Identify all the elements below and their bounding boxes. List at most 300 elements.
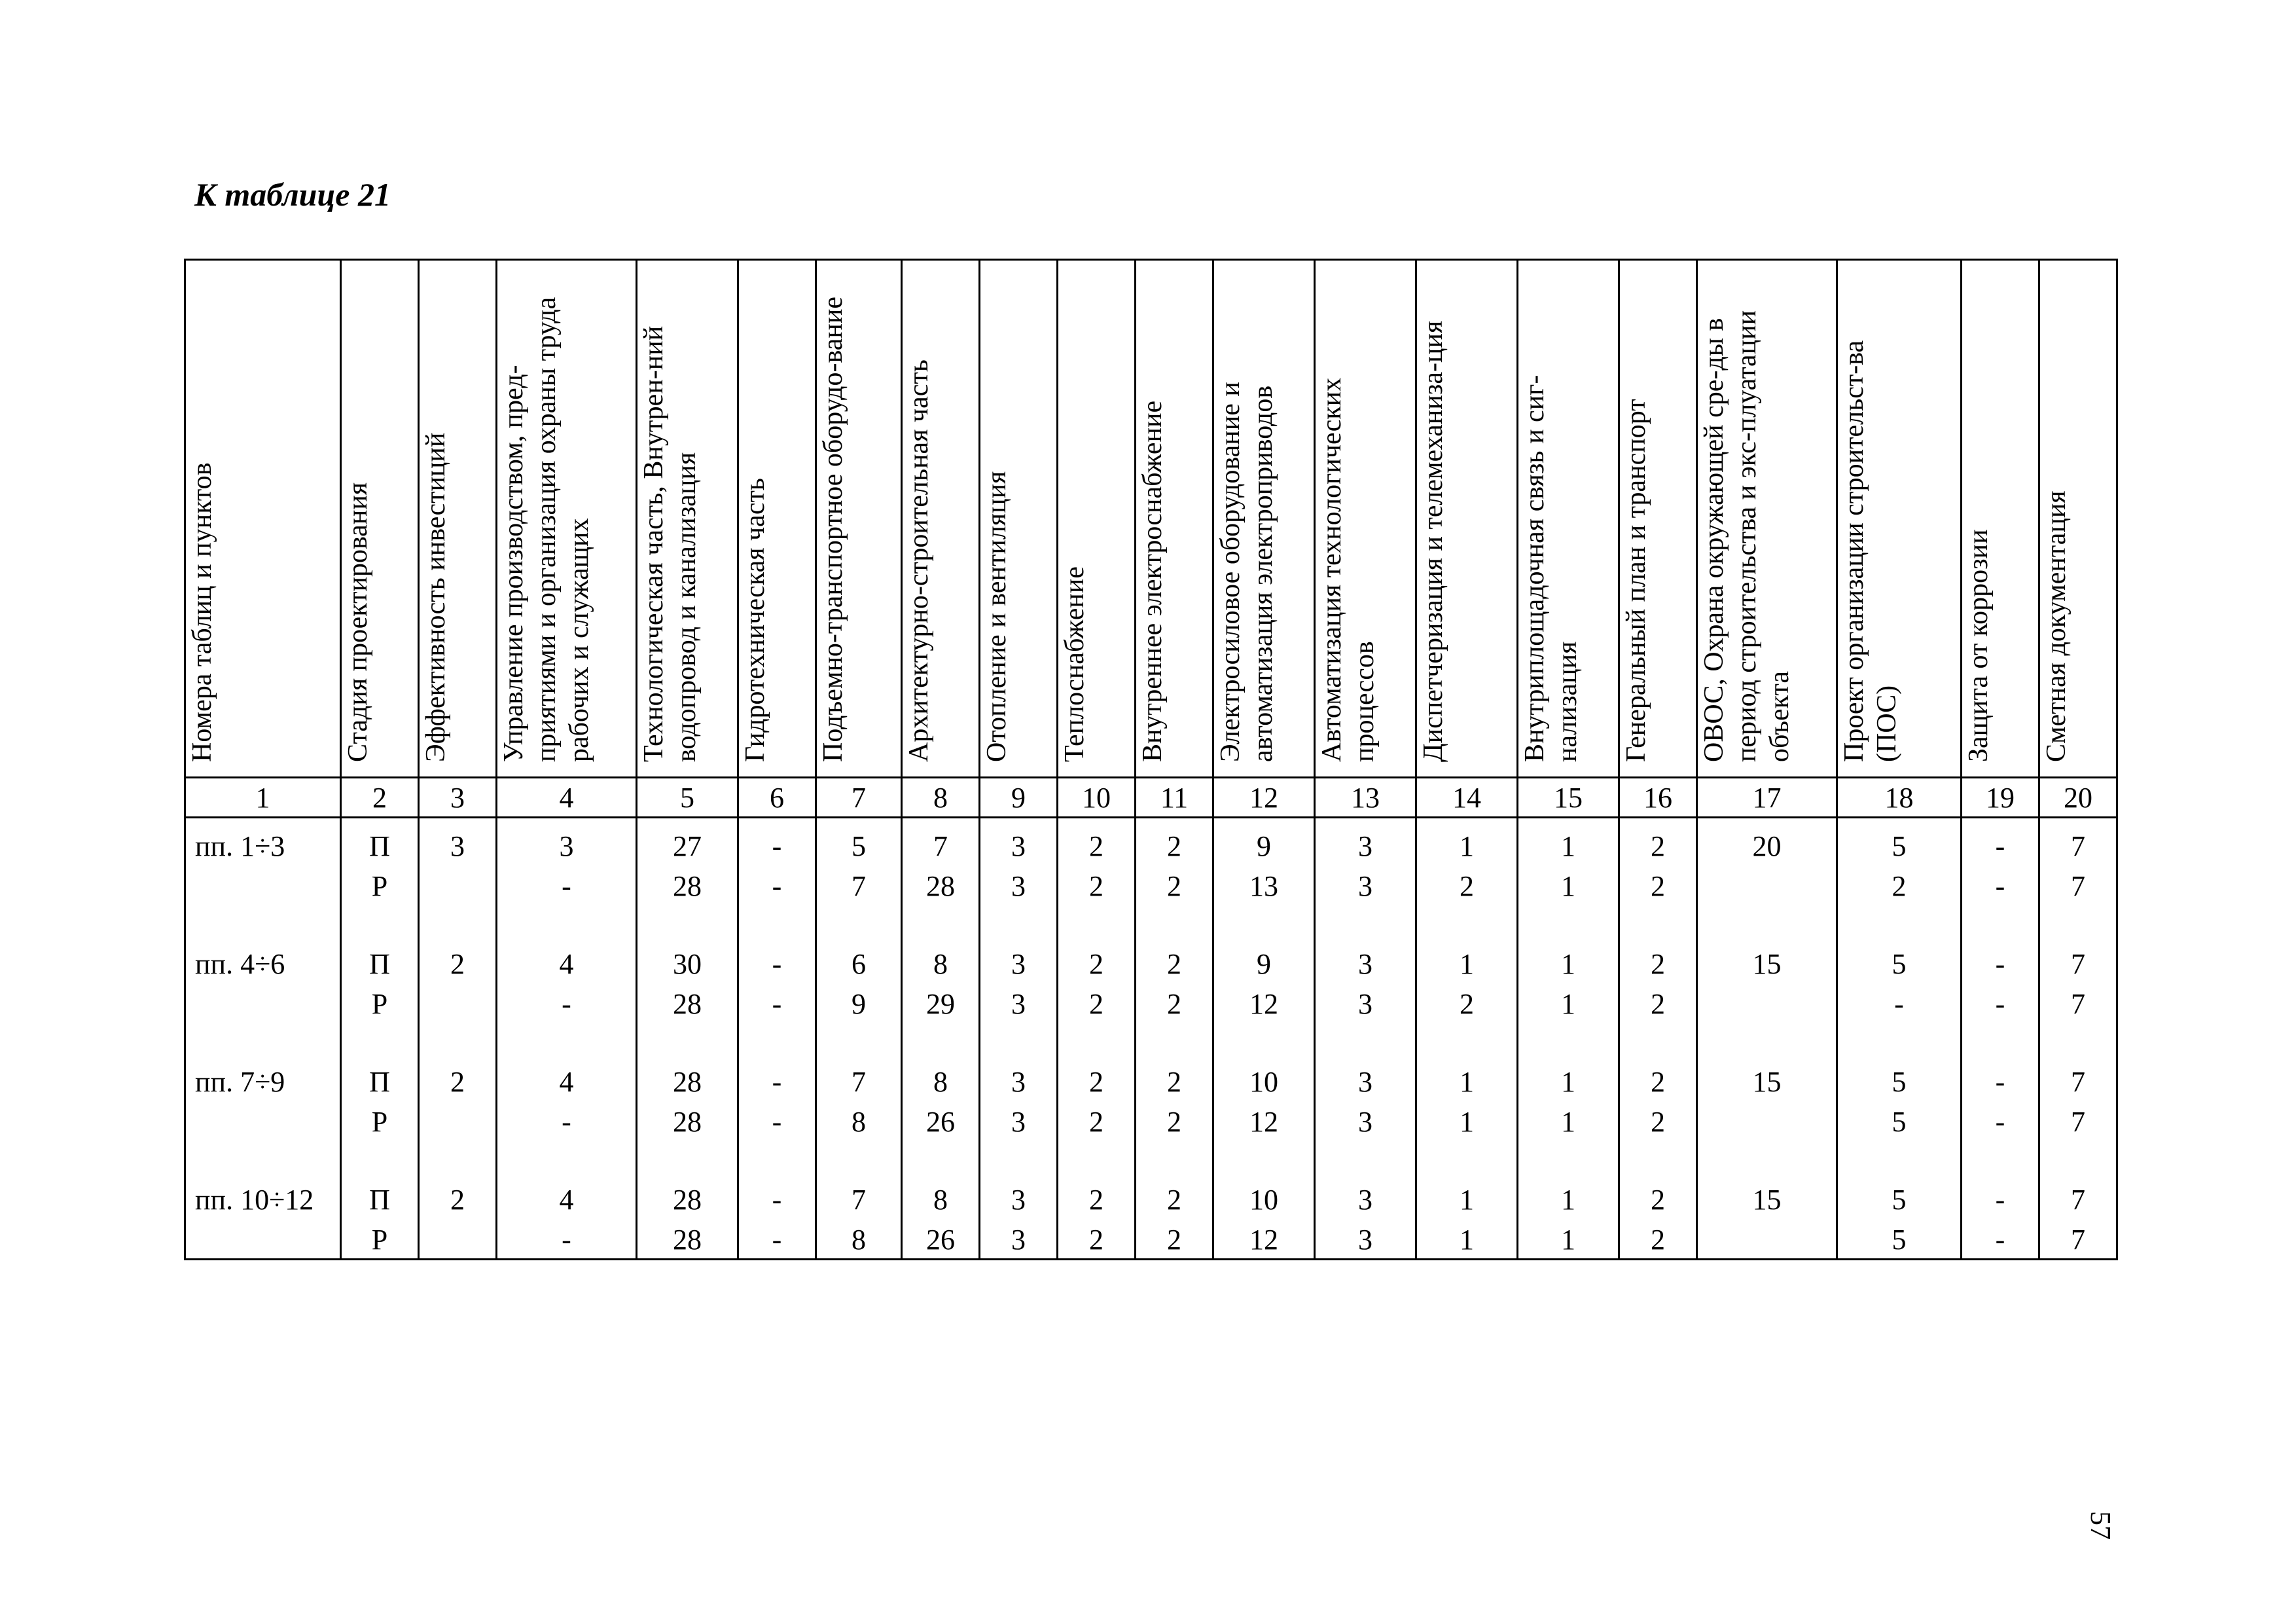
header-text-box [637, 261, 737, 776]
value-cell: 8 [852, 1224, 866, 1256]
group-block [980, 1180, 1056, 1258]
column-values [2040, 818, 2116, 1258]
value-cell: Р [371, 1106, 388, 1138]
group-block [1962, 826, 2038, 944]
value-cell: 2 [1089, 988, 1103, 1020]
header-cell [1416, 260, 1518, 778]
group-block [1518, 1180, 1618, 1258]
value-cell: 12 [1249, 1106, 1278, 1138]
group-block [497, 826, 636, 944]
group-block [1214, 826, 1314, 944]
header-label: Гидротехническая часть [740, 478, 770, 762]
value-cell [1698, 1220, 1836, 1260]
group-block [1518, 1062, 1618, 1180]
value-cell: - [772, 1066, 782, 1098]
value-cell: 2 [1089, 948, 1103, 980]
group-block [903, 1062, 978, 1180]
value-cell: 3 [1011, 988, 1026, 1020]
group-block [1214, 1062, 1314, 1180]
group-block [1417, 1062, 1516, 1180]
body-column [902, 818, 980, 1260]
value-cell: - [562, 870, 571, 902]
body-column [419, 818, 497, 1260]
value-cell: 2 [1167, 870, 1181, 902]
column-number-cell: 8 [902, 778, 980, 818]
column-values [420, 818, 495, 1258]
group-block [1214, 944, 1314, 1062]
header-cell [185, 260, 341, 778]
header-text-box [980, 261, 1056, 776]
value-cell: 28 [673, 1066, 702, 1098]
column-values [637, 818, 737, 1258]
value-cell: 12 [1249, 988, 1278, 1020]
value-cell: - [1995, 1066, 2005, 1098]
value-cell [420, 984, 495, 1024]
group-block [637, 944, 737, 1062]
value-cell: 8 [933, 948, 948, 980]
value-cell: 30 [673, 948, 702, 980]
value-cell: 2 [1167, 988, 1181, 1020]
group-block [420, 1062, 495, 1180]
group-label: пп. 10÷12 [195, 1184, 314, 1216]
header-text-box [1518, 261, 1618, 776]
group-block [497, 944, 636, 1062]
value-cell: - [562, 988, 571, 1020]
value-cell: 7 [2071, 1184, 2085, 1216]
value-cell: 2 [1089, 1066, 1103, 1098]
group-block [817, 1180, 901, 1258]
group-block [1698, 1180, 1836, 1258]
group-block [2040, 1180, 2116, 1258]
body-column [637, 818, 738, 1260]
group-block [1316, 1180, 1415, 1258]
value-cell: 5 [1892, 1066, 1907, 1098]
value-cell: 3 [1011, 948, 1026, 980]
value-cell: 28 [673, 988, 702, 1020]
header-cell [1058, 260, 1136, 778]
column-values [497, 818, 636, 1258]
value-cell: 3 [1011, 830, 1026, 862]
header-text-box [497, 261, 636, 776]
header-text-box [1136, 261, 1212, 776]
group-block [1518, 826, 1618, 944]
value-cell: 1 [1460, 1066, 1474, 1098]
header-label: Сметная документация [2041, 490, 2072, 762]
value-cell: 10 [1249, 1066, 1278, 1098]
group-block [1698, 1062, 1836, 1180]
group-block [1136, 944, 1212, 1062]
body-column [980, 818, 1058, 1260]
value-cell: Р [371, 1224, 388, 1256]
column-number-cell: 13 [1315, 778, 1416, 818]
group-block [817, 944, 901, 1062]
column-number-cell: 16 [1619, 778, 1697, 818]
column-number-cell: 19 [1962, 778, 2039, 818]
value-cell: 7 [2071, 830, 2085, 862]
header-text-box [903, 261, 978, 776]
header-cell [1136, 260, 1213, 778]
value-cell: 3 [1011, 1066, 1026, 1098]
value-cell: 2 [1460, 870, 1474, 902]
value-cell: 2 [1167, 1106, 1181, 1138]
value-cell: 28 [926, 870, 955, 902]
value-cell: 5 [1892, 948, 1907, 980]
group-block [1136, 1062, 1212, 1180]
value-cell: - [1995, 830, 2005, 862]
group-block [186, 944, 340, 1062]
value-cell: 2 [1651, 1066, 1665, 1098]
body-column [1962, 818, 2039, 1260]
column-number-cell: 17 [1697, 778, 1837, 818]
value-cell: 3 [1011, 1184, 1026, 1216]
value-cell: 3 [1358, 1184, 1372, 1216]
group-block [980, 826, 1056, 944]
header-text-box [186, 261, 340, 776]
main-table [184, 259, 2118, 1260]
value-cell: - [562, 1224, 571, 1256]
value-cell: П [369, 1184, 390, 1216]
value-cell: 9 [1257, 830, 1271, 862]
column-number-cell: 11 [1136, 778, 1213, 818]
group-block [1136, 826, 1212, 944]
column-number-cell: 2 [341, 778, 419, 818]
value-cell: 2 [1651, 1184, 1665, 1216]
header-cell [1619, 260, 1697, 778]
header-label: Теплоснабжение [1060, 566, 1090, 762]
value-cell: 7 [852, 1184, 866, 1216]
group-block [1058, 1180, 1134, 1258]
value-cell: 2 [1089, 1106, 1103, 1138]
value-cell: 28 [673, 1106, 702, 1138]
group-block [1620, 1062, 1696, 1180]
body-column [185, 818, 341, 1260]
header-label: Подъемно-транспортное оборудо-вание [818, 297, 848, 762]
value-cell: Р [371, 988, 388, 1020]
value-cell: 13 [1249, 870, 1278, 902]
group-block [980, 944, 1056, 1062]
value-cell: - [772, 1224, 782, 1256]
value-cell: 8 [933, 1066, 948, 1098]
group-block [2040, 1062, 2116, 1180]
value-cell: 5 [1892, 1106, 1907, 1138]
value-cell: 1 [1561, 830, 1575, 862]
header-text-box [2040, 261, 2116, 776]
column-number-cell: 14 [1416, 778, 1518, 818]
body-column [1315, 818, 1416, 1260]
group-block [1962, 1180, 2038, 1258]
body-column [1518, 818, 1619, 1260]
value-cell: - [1995, 988, 2005, 1020]
group-label: пп. 7÷9 [195, 1066, 285, 1098]
header-label: Диспетчеризация и телемеханиза-ция [1418, 320, 1448, 762]
header-cell [1697, 260, 1837, 778]
value-cell: 15 [1752, 1184, 1782, 1216]
group-block [186, 1180, 340, 1258]
value-cell: 2 [1089, 870, 1103, 902]
body-column [1619, 818, 1697, 1260]
value-cell: 1 [1561, 1224, 1575, 1256]
value-cell: 3 [1358, 870, 1372, 902]
header-cell [1518, 260, 1619, 778]
column-number-cell: 10 [1058, 778, 1136, 818]
column-values [903, 818, 978, 1258]
header-cell [980, 260, 1058, 778]
value-cell: 2 [1167, 1184, 1181, 1216]
value-cell: 1 [1561, 1066, 1575, 1098]
header-label: Защита от коррозии [1964, 529, 1994, 762]
body-column [2039, 818, 2117, 1260]
value-cell: 7 [933, 830, 948, 862]
header-label: Эффективность инвестиций [421, 432, 451, 762]
header-cell [1962, 260, 2039, 778]
value-cell: 2 [1167, 1224, 1181, 1256]
group-block [342, 1180, 418, 1258]
group-block [1214, 1180, 1314, 1258]
column-values [1214, 818, 1314, 1258]
header-text-box [1417, 261, 1516, 776]
value-cell [420, 1102, 495, 1142]
header-text-box [1214, 261, 1314, 776]
header-label: Технологическая часть, Внутрен-ний водопровод и канализация [639, 325, 702, 762]
column-numbers-row [185, 778, 2117, 818]
header-text-box [1698, 261, 1836, 776]
value-cell: 15 [1752, 1066, 1782, 1098]
group-block [1518, 944, 1618, 1062]
value-cell: 5 [1892, 1184, 1907, 1216]
group-block [739, 944, 815, 1062]
value-cell: 2 [1651, 870, 1665, 902]
value-cell: 2 [1089, 830, 1103, 862]
column-values [980, 818, 1056, 1258]
value-cell: - [562, 1106, 571, 1138]
value-cell: 1 [1460, 1224, 1474, 1256]
header-label: ОВОС, Охрана окружающей сре-ды в период строительства и экс-плуатации объекта [1699, 310, 1795, 762]
value-cell: - [772, 1184, 782, 1216]
header-cell [816, 260, 902, 778]
group-block [1620, 944, 1696, 1062]
group-block [1316, 826, 1415, 944]
header-label: Отопление и вентиляция [982, 471, 1012, 762]
header-label: Номера таблиц и пунктов [187, 462, 217, 762]
value-cell: 2 [1651, 830, 1665, 862]
group-block [2040, 944, 2116, 1062]
body-column [1697, 818, 1837, 1260]
group-block [497, 1062, 636, 1180]
group-block [1136, 1180, 1212, 1258]
value-cell: 3 [1011, 870, 1026, 902]
column-number-cell: 15 [1518, 778, 1619, 818]
column-number-cell: 1 [185, 778, 341, 818]
value-cell: 9 [852, 988, 866, 1020]
body-column [1058, 818, 1136, 1260]
group-block [1058, 826, 1134, 944]
value-cell: 7 [2071, 1066, 2085, 1098]
value-cell: 1 [1561, 1184, 1575, 1216]
value-cell: 29 [926, 988, 955, 1020]
group-block [1316, 1062, 1415, 1180]
header-label: Генеральный план и транспорт [1621, 399, 1651, 762]
header-text-box [739, 261, 815, 776]
column-number-cell: 4 [497, 778, 637, 818]
column-number-cell: 12 [1213, 778, 1315, 818]
value-cell: - [1995, 948, 2005, 980]
body-column [816, 818, 902, 1260]
column-values [739, 818, 815, 1258]
body-column [738, 818, 816, 1260]
group-block [1058, 944, 1134, 1062]
column-values [1316, 818, 1415, 1258]
group-block [1962, 1062, 2038, 1180]
header-text-box [1838, 261, 1960, 776]
group-block [1058, 1062, 1134, 1180]
group-block [1838, 1062, 1960, 1180]
group-block [1417, 1180, 1516, 1258]
group-label: пп. 1÷3 [195, 830, 285, 862]
header-cell [1837, 260, 1962, 778]
group-block [1838, 826, 1960, 944]
body-column [341, 818, 419, 1260]
value-cell: 7 [852, 870, 866, 902]
column-number-cell: 20 [2039, 778, 2117, 818]
group-block [2040, 826, 2116, 944]
value-cell: 26 [926, 1224, 955, 1256]
group-block [1698, 944, 1836, 1062]
column-number-cell: 7 [816, 778, 902, 818]
value-cell: 28 [673, 870, 702, 902]
value-cell: 2 [1651, 1224, 1665, 1256]
header-cell [341, 260, 419, 778]
header-label: Проект организации строительст-ва (ПОС) [1839, 340, 1902, 762]
table-caption: К таблице 21 [194, 176, 391, 213]
column-number-cell: 9 [980, 778, 1058, 818]
value-cell: 4 [559, 1184, 574, 1216]
group-block [1838, 944, 1960, 1062]
value-cell: 4 [559, 1066, 574, 1098]
value-cell: 2 [1460, 988, 1474, 1020]
header-text-box [1962, 261, 2038, 776]
header-cell [902, 260, 980, 778]
value-cell: 7 [2071, 988, 2085, 1020]
header-label: Стадия проектирования [343, 482, 373, 762]
value-cell: 15 [1752, 948, 1782, 980]
header-row [185, 260, 2117, 778]
value-cell [1698, 1102, 1836, 1142]
value-cell: 3 [1358, 830, 1372, 862]
header-label: Электросиловое оборудование и автоматизация электроприводов [1215, 382, 1278, 762]
group-block [903, 826, 978, 944]
value-cell: 2 [1167, 830, 1181, 862]
value-cell: - [1894, 988, 1904, 1020]
body-row [185, 818, 2117, 1260]
group-block [980, 1062, 1056, 1180]
value-cell: - [1995, 1106, 2005, 1138]
value-cell: 3 [1358, 1106, 1372, 1138]
header-text-box [1620, 261, 1696, 776]
column-values [1962, 818, 2038, 1258]
value-cell: П [369, 1066, 390, 1098]
page-number: 57 [2085, 1511, 2117, 1540]
value-cell: 1 [1561, 948, 1575, 980]
value-cell: 1 [1460, 1106, 1474, 1138]
value-cell: 27 [673, 830, 702, 862]
value-cell [1698, 984, 1836, 1024]
value-cell: 7 [852, 1066, 866, 1098]
value-cell: 2 [1167, 1066, 1181, 1098]
header-label: Внутриплощадочная связь и сиг-нализация [1520, 374, 1583, 762]
group-block [1838, 1180, 1960, 1258]
value-cell: 1 [1561, 870, 1575, 902]
value-cell: 28 [673, 1184, 702, 1216]
group-block [739, 826, 815, 944]
value-cell: - [772, 948, 782, 980]
group-block [186, 826, 340, 944]
value-cell: 5 [1892, 830, 1907, 862]
column-values [186, 818, 340, 1258]
body-column [1136, 818, 1213, 1260]
header-text-box [342, 261, 418, 776]
value-cell: 28 [673, 1224, 702, 1256]
value-cell: 7 [2071, 1106, 2085, 1138]
group-block [186, 1062, 340, 1180]
column-values [1417, 818, 1516, 1258]
group-block [420, 826, 495, 944]
value-cell: 2 [450, 948, 465, 980]
group-block [739, 1062, 815, 1180]
header-text-box [420, 261, 495, 776]
value-cell: П [369, 830, 390, 862]
value-cell [420, 866, 495, 906]
value-cell: 26 [926, 1106, 955, 1138]
value-cell: 1 [1460, 830, 1474, 862]
header-label: Автоматизация технологических процессов [1317, 377, 1380, 762]
value-cell: 2 [1089, 1224, 1103, 1256]
group-label: пп. 4÷6 [195, 948, 285, 980]
group-block [637, 826, 737, 944]
group-block [342, 1062, 418, 1180]
value-cell: 20 [1752, 830, 1782, 862]
value-cell: П [369, 948, 390, 980]
group-block [817, 1062, 901, 1180]
value-cell: 2 [450, 1066, 465, 1098]
body-column [497, 818, 637, 1260]
value-cell: 3 [450, 830, 465, 862]
value-cell: - [1995, 1224, 2005, 1256]
group-block [637, 1062, 737, 1180]
group-block [497, 1180, 636, 1258]
group-block [342, 944, 418, 1062]
value-cell: 2 [1651, 1106, 1665, 1138]
column-number-cell: 18 [1837, 778, 1962, 818]
group-block [1962, 944, 2038, 1062]
column-values [817, 818, 901, 1258]
value-cell: 7 [2071, 870, 2085, 902]
header-cell [2039, 260, 2117, 778]
header-cell [419, 260, 497, 778]
value-cell: - [772, 988, 782, 1020]
header-cell [738, 260, 816, 778]
header-label: Управление производством, пред-приятиями и организация охраны труда рабочих и служащих [499, 297, 594, 762]
value-cell: - [1995, 870, 2005, 902]
value-cell: 12 [1249, 1224, 1278, 1256]
header-label: Внутреннее электроснабжение [1138, 400, 1168, 762]
column-values [1058, 818, 1134, 1258]
body-column [1416, 818, 1518, 1260]
column-number-cell: 6 [738, 778, 816, 818]
value-cell: 2 [1651, 948, 1665, 980]
value-cell: - [772, 870, 782, 902]
group-block [342, 826, 418, 944]
value-cell: 7 [2071, 948, 2085, 980]
